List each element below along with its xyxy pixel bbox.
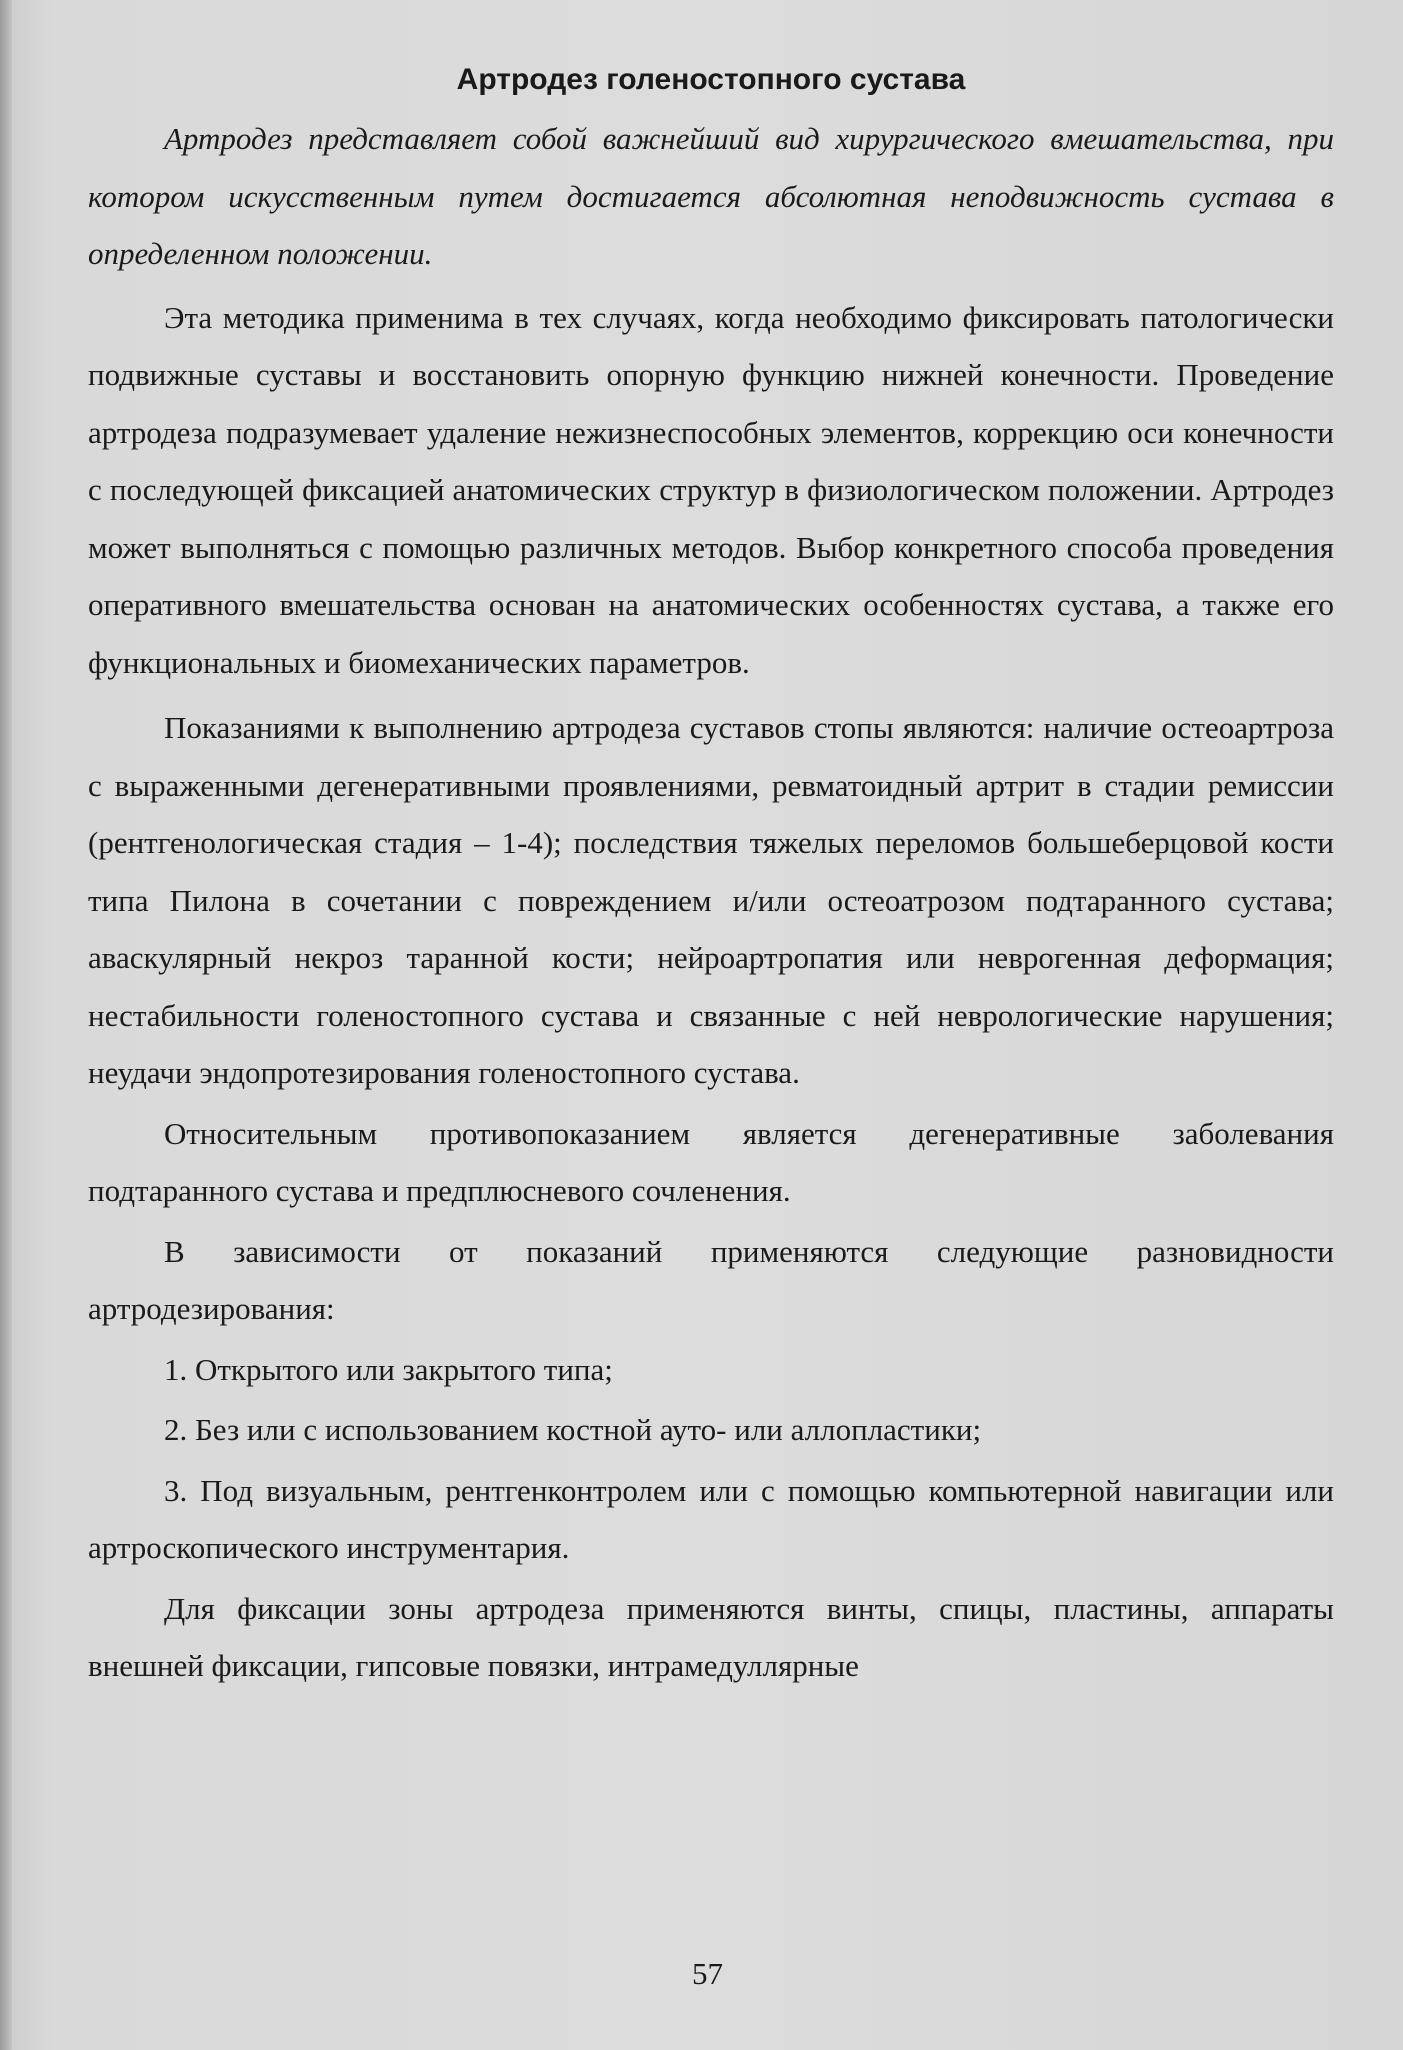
book-page xyxy=(12,0,1403,2050)
page-content xyxy=(88,52,1334,1698)
body-paragraph: В зависимости от показаний применяются следующие разновидности артродезирования: xyxy=(88,1233,1334,1326)
abstract-paragraph: Артродез представляет собой важнейший вид хирургического вмешательства, при котором искусственным путем достигается абсолютная неподвижность сустава в определенном положении. xyxy=(88,121,1334,271)
page-edge xyxy=(0,0,12,2050)
section-title: Артродез голеностопного сустава xyxy=(456,63,966,96)
closing-paragraph: Для фиксации зоны артродеза применяются винты, спицы, пластины, аппараты внешней фиксации, гипсовые повязки, интрамедуллярные xyxy=(88,1590,1334,1683)
list-item: 3. Под визуальным, рентгенконтролем или с помощью компьютерной навигации или артроскопического инструментария. xyxy=(88,1472,1334,1565)
body-paragraph: Эта методика применима в тех случаях, когда необходимо фиксировать патологически подвижные суставы и восстановить опорную функцию нижней конечности. Проведение артродеза подразумевает удаление нежизнеспособных элементов, коррекцию оси конечности с последующей фиксацией анатомических структур в физиологическом положении. Артродез может выполняться с помощью различных методов. Выбор конкретного способа проведения оперативного вмешательства основан на анатомических особенностях сустава, а также его функциональных и биомеханических параметров. xyxy=(88,299,1334,680)
body-paragraph: Показаниями к выполнению артродеза суставов стопы являются: наличие остеоартроза с выраженными дегенеративными проявлениями, ревматоидный артрит в стадии ремиссии (рентгенологическая стадия – 1-4); последствия тяжелых переломов большеберцовой кости типа Пилона в сочетании с повреждением и/или остеоатрозом подтаранного сустава; аваскулярный некроз таранной кости; нейроартропатия или неврогенная деформация; нестабильности голеностопного сустава и связанные с ней неврологические нарушения; неудачи эндопротезирования голеностопного сустава. xyxy=(88,710,1334,1090)
list-item: 1. Открытого или закрытого типа; xyxy=(164,1351,613,1387)
list-item: 2. Без или с использованием костной ауто- или аллопластики; xyxy=(164,1412,982,1447)
body-paragraph: Относительным противопоказанием является дегенеративные заболевания подтаранного сустава и предплюсневого сочленения. xyxy=(88,1115,1334,1208)
page-number: 57 xyxy=(692,1956,723,1991)
